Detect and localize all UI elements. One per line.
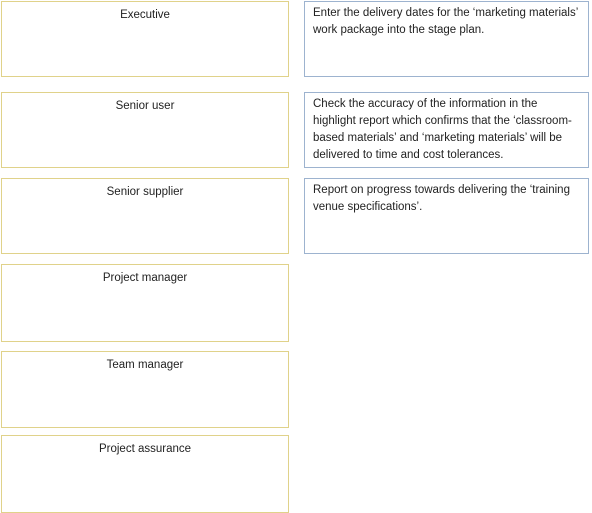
role-label: Project assurance <box>98 443 192 455</box>
role-box-project-manager[interactable] <box>1 264 289 342</box>
role-label: Project manager <box>102 272 188 284</box>
role-box-project-assurance[interactable] <box>1 435 289 513</box>
role-label: Team manager <box>106 359 184 371</box>
role-box-executive[interactable] <box>1 1 289 77</box>
role-label: Senior supplier <box>106 186 184 198</box>
description-text: Report on progress towards delivering the ‘training venue specifications’. <box>313 184 570 213</box>
description-box-check-accuracy[interactable] <box>304 92 589 168</box>
role-box-senior-supplier[interactable] <box>1 178 289 254</box>
description-text: Enter the delivery dates for the ‘marketing materials’ work package into the stage plan. <box>313 7 578 36</box>
role-label: Senior user <box>115 100 175 112</box>
description-box-delivery-dates[interactable] <box>304 1 589 77</box>
role-box-team-manager[interactable] <box>1 351 289 428</box>
description-box-report-progress[interactable] <box>304 178 589 254</box>
description-text: Check the accuracy of the information in the highlight report which confirms that the ‘classroom-based materials’ and ‘marketing materials’ will be delivered to time and cost tolerances. <box>313 98 572 161</box>
role-box-senior-user[interactable] <box>1 92 289 168</box>
role-label: Executive <box>120 9 170 21</box>
